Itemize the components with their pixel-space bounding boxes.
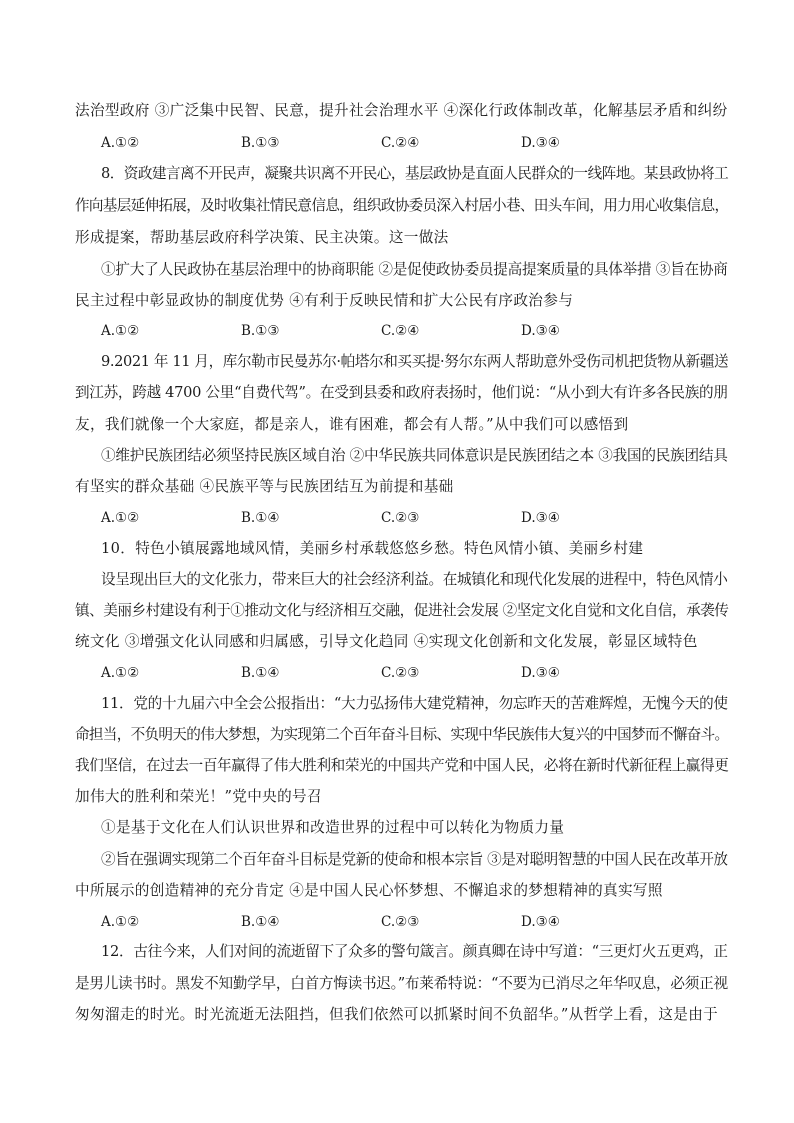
q10-option-a: A.①②: [101, 665, 140, 681]
q10-stem-line: 10．特色小镇展露地域风情，美丽乡村承载悠悠乡愁。特色风情小镇、美丽乡村建: [101, 540, 644, 557]
q8-statements-line: 民主过程中彰显政协的制度优势 ④有利于反映民情和扩大公民有序政治参与: [75, 292, 574, 309]
q7-continued-text: 法治型政府 ③广泛集中民智、民意，提升社会治理水平 ④深化行政体制改革，化解基层矛盾和纠纷: [75, 102, 728, 119]
q8-statements-line: ①扩大了人民政协在基层治理中的协商职能 ②是促使政协委员提高提案质量的具体举措 ③旨在协商: [101, 261, 728, 278]
q12-stem-line: 12．古往今来，人们对间的流逝留下了众多的警句箴言。颜真卿在诗中写道：“三更灯火五更鸡，正: [101, 943, 728, 960]
q9-stem-line: 友，我们就像一个大家庭，都是亲人，谁有困难，都会有人帮。”从中我们可以感悟到: [75, 416, 629, 433]
q11-option-b: B.①④: [241, 914, 280, 930]
q11-stem-line: 命担当，不负明天的伟大梦想，为实现第二个百年奋斗目标、实现中华民族伟大复兴的中国梦而不懈奋斗。: [75, 726, 729, 743]
q10-option-c: C.②③: [381, 665, 420, 681]
q7-option-a: A.①②: [101, 135, 140, 151]
q7-option-d: D.③④: [521, 135, 560, 151]
q11-stem-line: 我们坚信，在过去一百年赢得了伟大胜利和荣光的中国共产党和中国人民，必将在新时代新征程上赢得更: [75, 757, 729, 774]
q9-stem-line: 9.2021 年 11 月，库尔勒市民曼苏尔·帕塔尔和买买提·努尔东两人帮助意外受伤司机把货物从新疆送: [101, 353, 729, 370]
q9-option-d: D.③④: [521, 510, 560, 526]
q11-statements-line: ②旨在强调实现第二个百年奋斗目标是党新的使命和根本宗旨 ③是对聪明智慧的中国人民在改革开放: [101, 851, 728, 868]
q11-statements-line: 中所展示的创造精神的充分肯定 ④是中国人民心怀梦想、不懈追求的梦想精神的真实写照: [75, 882, 663, 899]
q10-option-b: B.①④: [241, 665, 280, 681]
q9-statements-line: ①维护民族团结必须坚持民族区域自治 ②中华民族共同体意识是民族团结之本 ③我国的民族团结具: [101, 447, 728, 464]
q11-option-a: A.①②: [101, 914, 140, 930]
q8-stem-line: 作向基层延伸拓展，及时收集社情民意信息，组织政协委员深入村居小巷、田头车间，用力用心收集信息，: [75, 197, 729, 214]
q9-option-c: C.②③: [381, 510, 420, 526]
q8-stem-line: 8．资政建言离不开民声，凝聚共识离不开民心，基层政协是直面人民群众的一线阵地。某县政协将工: [101, 165, 729, 182]
q11-stem-line: 加伟大的胜利和荣光！”党中央的号召: [75, 788, 322, 805]
q9-option-b: B.①④: [241, 510, 280, 526]
q8-option-a: A.①②: [101, 323, 140, 339]
q11-stem-line: 11．党的十九届六中全会公报指出：“大力弘扬伟大建党精神，勿忘昨天的苦难辉煌，无愧今天的使: [101, 695, 728, 712]
q8-option-c: C.②④: [381, 323, 420, 339]
q7-option-b: B.①③: [241, 135, 280, 151]
q11-statements-line: ①是基于文化在人们认识世界和改造世界的过程中可以转化为物质力量: [101, 819, 565, 836]
q10-stem-line: 镇、美丽乡村建设有利于①推动文化与经济相互交融，促进社会发展 ②坚定文化自觉和文化自信，承袭传: [75, 602, 729, 619]
q12-stem-line: 是男儿读书时。黑发不知勤学早，白首方悔读书迟。”布莱希特说：“不要为已消尽之年华叹息，必须正视: [75, 975, 728, 992]
q10-option-d: D.③④: [521, 665, 560, 681]
q10-stem-line: 设呈现出巨大的文化张力，带来巨大的社会经济利益。在城镇化和现代化发展的进程中，特色风情小: [101, 571, 728, 588]
q8-option-b: B.①③: [241, 323, 280, 339]
q12-stem-line: 匆匆溜走的时光。时光流逝无法阻挡，但我们依然可以抓紧时间不负韶华。”从哲学上看，这是由于: [75, 1006, 719, 1023]
q7-option-c: C.②④: [381, 135, 420, 151]
q8-option-d: D.③④: [521, 323, 560, 339]
q9-statements-line: 有坚实的群众基础 ④民族平等与民族团结互为前提和基础: [75, 478, 454, 495]
q10-stem-line: 统文化 ③增强文化认同感和归属感，引导文化趋同 ④实现文化创新和文化发展，彰显区域特色: [75, 633, 698, 650]
q11-option-d: D.③④: [521, 914, 560, 930]
q9-option-a: A.①②: [101, 510, 140, 526]
q8-stem-line: 形成提案，帮助基层政府科学决策、民主决策。这一做法: [75, 229, 449, 246]
q11-option-c: C.②③: [381, 914, 420, 930]
q9-stem-line: 到江苏，跨越 4700 公里“自费代驾”。在受到县委和政府表扬时，他们说：“从小到大有许多各民族的朋: [75, 384, 728, 401]
